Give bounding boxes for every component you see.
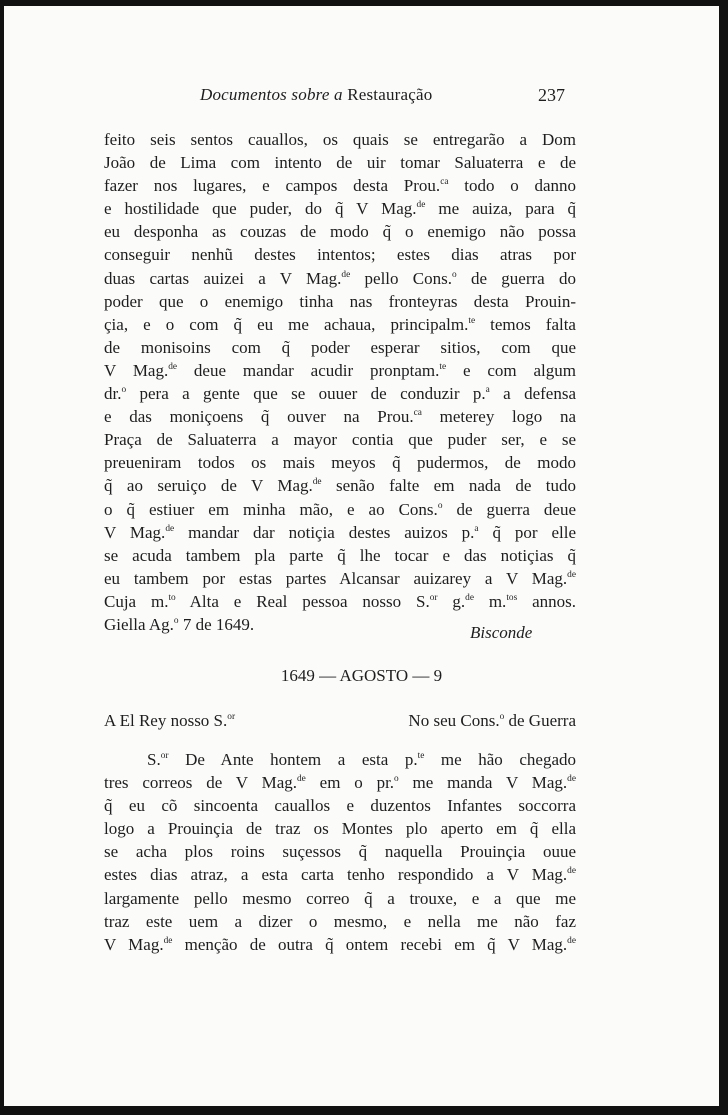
book-page xyxy=(4,6,719,1106)
addressee: A El Rey nosso S.$^{or}$ xyxy=(104,711,236,730)
text-line: çia, e o com q̃ eu me achaua, principalm.$^{te}$ temos falta xyxy=(104,314,576,334)
text-line: V Mag.$^{de}$ menção de outra q̃ ontem recebi em q̃ V Mag.$^{de}$ xyxy=(104,934,576,954)
text-line: q̃ eu cõ sincoenta cauallos e duzentos Infantes soccorra xyxy=(104,796,576,816)
text-line: se acha plos roins suçessos q̃ naquella Prouinçia ouue xyxy=(104,842,576,862)
text-line: fazer nos lugares, e campos desta Prou.$^{ca}$ todo o danno xyxy=(104,176,576,196)
text-line: duas cartas auizei a V Mag.$^{de}$ pello Cons.$^o$ de guerra do xyxy=(104,268,576,288)
text-line: Praça de Saluaterra a mayor contia que puder ser, e se xyxy=(104,430,576,450)
text-line: estes dias atraz, a esta carta tenho respondido a V Mag.$^{de}$ xyxy=(104,865,576,885)
text-line: e das moniçoens q̃ ouver na Prou.$^{ca}$ meterey logo na xyxy=(104,407,577,427)
text-line: V Mag.$^{de}$ mandar dar notiçia destes auizos p.$^a$ q̃ por elle xyxy=(104,522,576,542)
text-line: eu tambem por estas partes Alcansar auizarey a V Mag.$^{de}$ xyxy=(104,568,576,588)
text-line: se acuda tambem pla parte q̃ lhe tocar e das notiçias q̃ xyxy=(104,545,576,565)
page-header xyxy=(4,85,719,115)
text-line: Giella Ag.$^o$ 7 de 1649. xyxy=(104,614,255,634)
text-line: dr.$^o$ pera a gente que se ouuer de conduzir p.$^a$ a defensa xyxy=(104,384,576,404)
text-line: Cuja m.$^{to}$ Alta e Real pessoa nosso S.$^{or}$ g.$^{de}$ m.$^{tos}$ annos. xyxy=(104,591,576,611)
signature: Bisconde xyxy=(470,623,533,642)
text-line: poder que o enemigo tinha nas fronteyras desta Prouin- xyxy=(104,291,576,311)
text-line: S.$^{or}$ De Ante hontem a esta p.$^{te}$ me hão chegado xyxy=(147,750,577,769)
letter-1-body xyxy=(104,128,576,636)
running-title xyxy=(200,85,432,105)
text-line: largamente pello mesmo correo q̃ a trouxe, e a que me xyxy=(104,888,576,908)
running-title-roman: Restauração xyxy=(347,85,433,104)
text-line: V Mag.$^{de}$ deue mandar acudir pronptam.$^{te}$ e com algum xyxy=(104,360,576,380)
text-line: feito seis sentos cauallos, os quais se entregarão a Dom xyxy=(104,130,576,149)
text-line: conseguir nenhũ destes intentos; estes dias atras por xyxy=(104,245,576,265)
text-line: preueniram todos os mais meyos q̃ pudermos, de modo xyxy=(104,453,576,473)
text-line: de monisoins com q̃ poder esperar sitios, com que xyxy=(104,337,576,357)
text-line: logo a Prouinçia de traz os Montes plo aperto em q̃ ella xyxy=(104,819,576,839)
text-line: o q̃ estiuer em minha mão, e ao Cons.$^o$ de guerra deue xyxy=(104,499,576,519)
text-line: traz este uem a dizer o mesmo, e nella me não faz xyxy=(104,911,576,931)
text-line: q̃ ao seruiço de V Mag.$^{de}$ senão falte em nada de tudo xyxy=(104,476,576,496)
letter-2-body xyxy=(104,748,576,956)
date-heading: 1649 — AGOSTO — 9 xyxy=(280,666,443,685)
text-line: e hostilidade que puder, do q̃ V Mag.$^{de}$ me auiza, para q̃ xyxy=(104,199,576,219)
council-line: No seu Cons.$^o$ de Guerra xyxy=(408,711,576,730)
page-number: 237 xyxy=(538,85,565,105)
text-line: João de Lima com intento de uir tomar Saluaterra e de xyxy=(104,153,576,173)
text-line: tres correos de V Mag.$^{de}$ em o pr.$^o$ me manda V Mag.$^{de}$ xyxy=(104,773,576,793)
text-line: eu desponha as couzas de modo q̃ o enemigo não possa xyxy=(104,222,576,242)
running-title-italic: Documentos sobre a xyxy=(200,85,343,104)
